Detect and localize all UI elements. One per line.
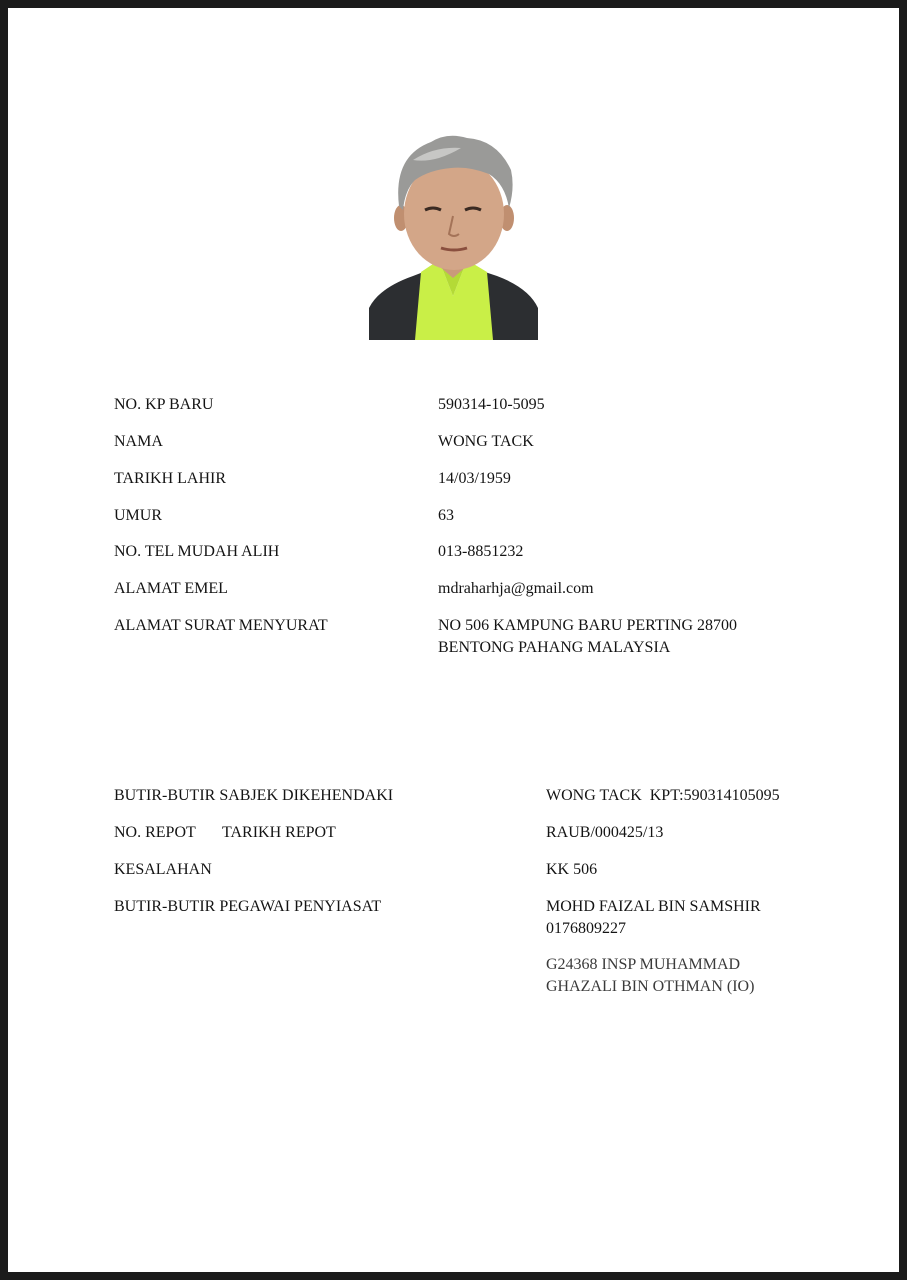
value-kp-baru: 590314-10-5095 <box>438 396 545 413</box>
label-emel: ALAMAT EMEL <box>114 580 228 597</box>
value-tarikh-lahir: 14/03/1959 <box>438 470 511 487</box>
value-nama: WONG TACK <box>438 433 534 450</box>
label-kesalahan: KESALAHAN <box>114 861 212 878</box>
label-sabjek: BUTIR-BUTIR SABJEK DIKEHENDAKI <box>114 787 394 804</box>
value-emel: mdraharhja@gmail.com <box>438 580 594 597</box>
label-tarikh-lahir: TARIKH LAHIR <box>114 470 227 487</box>
label-nama: NAMA <box>114 433 163 450</box>
value-kesalahan: KK 506 <box>546 861 598 878</box>
label-no-repot: NO. REPOT <box>114 824 196 841</box>
value-umur: 63 <box>438 507 454 524</box>
person-portrait-photo <box>369 126 538 340</box>
label-umur: UMUR <box>114 507 163 524</box>
label-kp-baru: NO. KP BARU <box>114 396 214 413</box>
value-alamat-line-1: NO 506 KAMPUNG BARU PERTING 28700 <box>438 617 738 634</box>
value-alamat-line-2: BENTONG PAHANG MALAYSIA <box>438 639 671 656</box>
value-pegawai-nama: MOHD FAIZAL BIN SAMSHIR <box>546 898 761 915</box>
label-alamat: ALAMAT SURAT MENYURAT <box>114 617 328 634</box>
value-io-line-1: G24368 INSP MUHAMMAD <box>546 956 741 973</box>
label-tel: NO. TEL MUDAH ALIH <box>114 543 280 560</box>
value-io-line-2: GHAZALI BIN OTHMAN (IO) <box>546 978 755 995</box>
label-tarikh-repot: TARIKH REPOT <box>222 824 336 841</box>
value-pegawai-telefon: 0176809227 <box>546 920 626 937</box>
label-pegawai: BUTIR-BUTIR PEGAWAI PENYIASAT <box>114 898 382 915</box>
value-sabjek: WONG TACK KPT:590314105095 <box>546 787 780 804</box>
value-repot: RAUB/000425/13 <box>546 824 664 841</box>
value-tel: 013-8851232 <box>438 543 524 560</box>
document-page <box>8 8 899 1272</box>
